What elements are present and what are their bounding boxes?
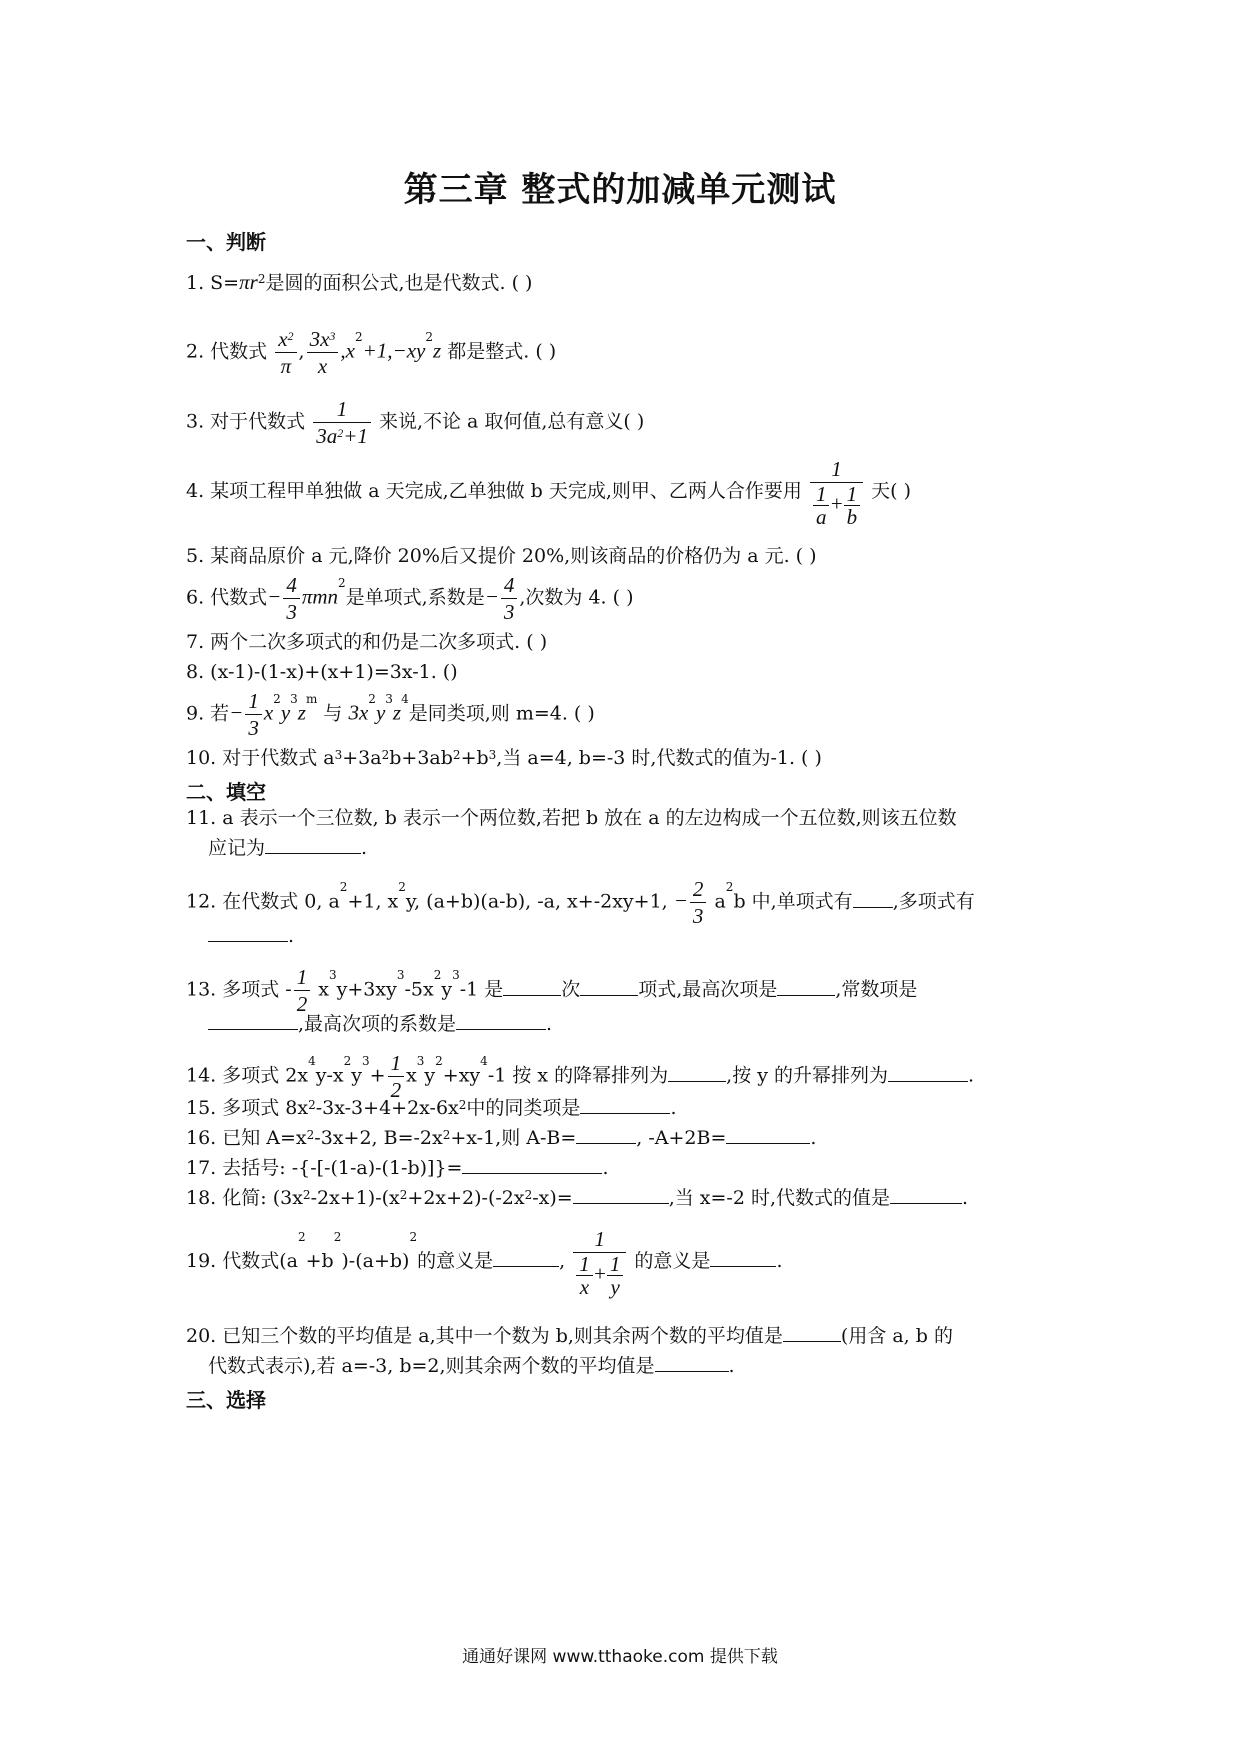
question-11-cont: 应记为 . (208, 837, 368, 859)
question-12-cont: . (208, 922, 294, 950)
question-3: 3. 对于代数式 $\frac{1}{3a^2+1}$ 来说,不论 a 取何值,总有意义( ) (186, 397, 645, 448)
question-11: 11. a 表示一个三位数, b 表示一个两位数,若把 b 放在 a 的左边构成一个五位数,则该五位数 (186, 807, 957, 829)
fraction: $\frac{x^2}{\pi}$ (275, 326, 296, 379)
fraction: $\frac{4}{3}$ (283, 572, 300, 625)
section-heading-choice: 三、选择 (186, 1388, 266, 1412)
question-10: 10. 对于代数式 $a^3+3a^2b+3ab^2+b^3$,当 a=4, b=-3 时,代数式的值为-1. ( ) (186, 747, 822, 769)
question-7: 7. 两个二次多项式的和仍是二次多项式. ( ) (186, 631, 548, 653)
question-18: 18. 化简: $(3x^2-2x+1)-(x^2+2x+2)-(-2x^2-x)=$ ,当 x=-2 时,代数式的值是 . (186, 1187, 969, 1209)
fraction: 1 $\frac{1}{a}$ + $\frac{1}{b}$ (810, 456, 863, 528)
page-footer: 通通好课网 www.tthaoke.com 提供下载 (462, 1647, 778, 1667)
question-16: 16. 已知 $A=x^2-3x+2$, $B=-2x^2+x-1$,则 A-B= , -A+2B= . (186, 1127, 817, 1149)
fraction: 1 $\frac{1}{x}$ + $\frac{1}{y}$ (573, 1226, 626, 1298)
fraction: $\frac{1}{3a^2+1}$ (313, 396, 371, 449)
fraction: $\frac{1}{3}$ (245, 688, 262, 741)
question-17: 17. 去括号: -{-[-(1-a)-(1-b)]}= . (186, 1157, 609, 1179)
question-20-cont: 代数式表示),若 a=-3, b=2,则其余两个数的平均值是 . (208, 1355, 735, 1377)
fraction: $\frac{2}{3}$ (690, 876, 707, 929)
section-heading-judge: 一、判断 (186, 230, 266, 254)
fraction: $\frac{1}{2}$ (294, 964, 311, 1017)
question-12: 12. 在代数式 0, $a^2+1$, $x^2y$, (a+b)(a-b), -a, x+-2xy+1, − $\frac{2}{3}$ $a^2b$ 中,单项式有 ,多项式有 (186, 877, 975, 928)
question-15: 15. 多项式 $8x^2-3x-3+4+2x-6x^2$中的同类项是 . (186, 1097, 677, 1119)
question-5: 5. 某商品原价 a 元,降价 20%后又提价 20%,则该商品的价格仍为 a 元. ( ) (186, 545, 817, 567)
question-9: 9. 若− $\frac{1}{3}$ $x^2y^3z^m$ 与 $3x^2y^3z^4$是同类项,则 m=4. ( ) (186, 689, 595, 740)
fraction: $\frac{4}{3}$ (501, 572, 518, 625)
question-1: 1. $S=\pi r^2$是圆的面积公式,也是代数式. ( ) (186, 270, 533, 294)
question-14: 14. 多项式 $2x^4y-x^2y^3+$ $\frac{1}{2}$ $x^3y^2+xy^4-1$ 按 x 的降幂排列为 ,按 y 的升幂排列为 . (186, 1051, 975, 1102)
question-4: 4. 某项工程甲单独做 a 天完成,乙单独做 b 天完成,则甲、乙两人合作要用 1 $\frac{1}{a}$ + $\frac{1}{b}$ 天( ) (186, 457, 912, 529)
fraction: $\frac{3x^3}{x}$ (307, 326, 339, 379)
question-20: 20. 已知三个数的平均值是 a,其中一个数为 b,则其余两个数的平均值是 (用含 a, b 的 (186, 1325, 953, 1347)
question-6: 6. 代数式− $\frac{4}{3}$ πmn$^2$是单项式,系数是− $\frac{4}{3}$ ,次数为 4. ( ) (186, 573, 634, 624)
question-13: 13. 多项式 - $\frac{1}{2}$ $x^3y+3xy^3-5x^2y^3-1$ 是 次 项式,最高次项是 ,常数项是 (186, 965, 918, 1016)
page-title: 第三章 整式的加减单元测试 (403, 170, 837, 210)
section-heading-fill: 二、填空 (186, 780, 266, 804)
question-2: 2. 代数式 $\frac{x^2}{\pi}$ , $\frac{3x^3}{x}$ $,x^2+1,-xy^2z$ 都是整式. ( ) (186, 327, 557, 378)
question-8: 8. (x-1)-(1-x)+(x+1)=3x-1. () (186, 661, 458, 683)
fraction: $\frac{1}{2}$ (388, 1050, 405, 1103)
question-19: 19. 代数式$(a^2+b^2)-(a+b)^2$的意义是 , 1 $\frac{1}{x}$ + $\frac{1}{y}$ 的意义是 . (186, 1227, 783, 1299)
question-13-cont: ,最高次项的系数是 . (208, 1010, 552, 1038)
